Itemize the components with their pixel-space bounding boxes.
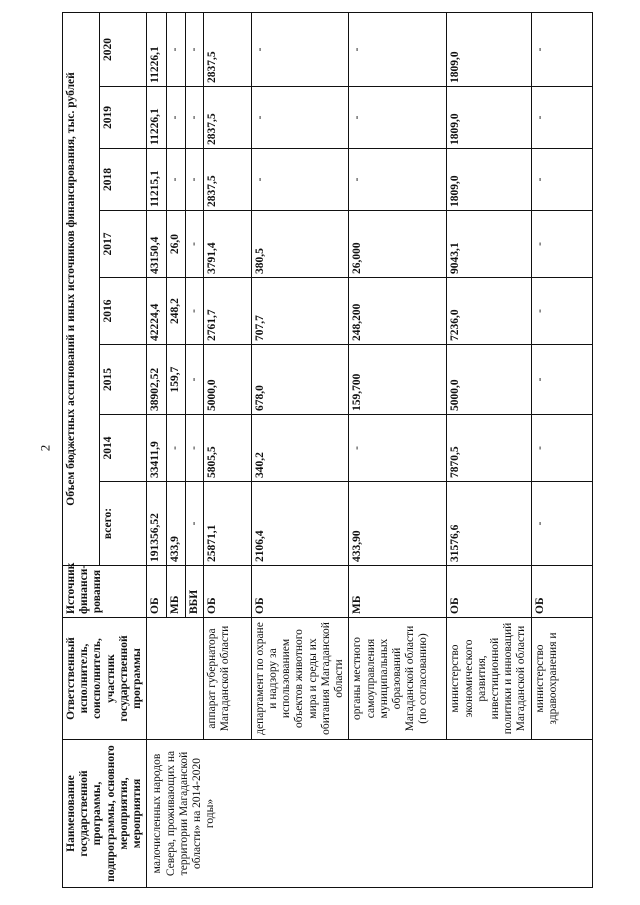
executor-cell: департамент по охране и надзору за использованием объектов животного мира и среды их обитания Магаданской области bbox=[251, 618, 349, 740]
header-program-name: Наименование государственной программы, подпрограммы, основного мероприятия, мероприятия bbox=[63, 740, 147, 888]
header-year: 2018 bbox=[100, 149, 147, 211]
value-cell: - bbox=[531, 12, 592, 86]
executor-cell: министерство здравоохранения и bbox=[531, 618, 592, 740]
value-cell: - bbox=[531, 87, 592, 149]
value-cell: - bbox=[185, 415, 203, 482]
value-cell: - bbox=[185, 345, 203, 415]
header-year: 2014 bbox=[100, 415, 147, 482]
value-cell: - bbox=[251, 12, 349, 86]
header-year: 2020 bbox=[100, 12, 147, 86]
value-cell: 33411,9 bbox=[147, 415, 167, 482]
source-cell: ОБ bbox=[203, 566, 251, 618]
value-cell: 1809,0 bbox=[447, 149, 531, 211]
value-cell: - bbox=[349, 149, 447, 211]
table-row bbox=[147, 12, 167, 887]
value-cell: 11215,1 bbox=[147, 149, 167, 211]
source-cell: ОБ bbox=[147, 566, 167, 618]
total-cell: 191356,52 bbox=[147, 482, 167, 566]
value-cell: 2837,5 bbox=[203, 149, 251, 211]
value-cell: 9043,1 bbox=[447, 211, 531, 278]
header-year: 2017 bbox=[100, 211, 147, 278]
value-cell: - bbox=[349, 87, 447, 149]
value-cell: - bbox=[185, 149, 203, 211]
value-cell: - bbox=[167, 87, 185, 149]
value-cell: - bbox=[251, 149, 349, 211]
value-cell: - bbox=[349, 12, 447, 86]
executor-cell: органы местного самоуправления муниципальных образований Магаданской области (по согласованию) bbox=[349, 618, 447, 740]
value-cell: - bbox=[185, 12, 203, 86]
value-cell: 678,0 bbox=[251, 345, 349, 415]
value-cell: 1809,0 bbox=[447, 87, 531, 149]
total-cell: 2106,4 bbox=[251, 482, 349, 566]
value-cell: 2761,7 bbox=[203, 278, 251, 345]
source-cell: ВБИ bbox=[185, 566, 203, 618]
executor-empty-cell bbox=[147, 618, 203, 740]
value-cell: 11226,1 bbox=[147, 87, 167, 149]
value-cell: - bbox=[531, 345, 592, 415]
value-cell: - bbox=[531, 415, 592, 482]
value-cell: - bbox=[531, 211, 592, 278]
total-cell: 31576,6 bbox=[447, 482, 531, 566]
source-cell: МБ bbox=[349, 566, 447, 618]
value-cell: 43150,4 bbox=[147, 211, 167, 278]
value-cell: 5805,5 bbox=[203, 415, 251, 482]
value-cell: 7236,0 bbox=[447, 278, 531, 345]
source-cell: ОБ bbox=[531, 566, 592, 618]
header-total: всего: bbox=[100, 482, 147, 566]
value-cell: 159,7 bbox=[167, 345, 185, 415]
executor-cell: аппарат губернатора Магаданской области bbox=[203, 618, 251, 740]
total-cell: 433,9 bbox=[167, 482, 185, 566]
header-year: 2016 bbox=[100, 278, 147, 345]
rotated-table-container bbox=[62, 13, 565, 888]
value-cell: 5000,0 bbox=[447, 345, 531, 415]
value-cell: 2837,5 bbox=[203, 12, 251, 86]
value-cell: - bbox=[167, 415, 185, 482]
value-cell: 7870,5 bbox=[447, 415, 531, 482]
header-executor: Ответственный исполнитель, соисполнитель, участник государственной программы bbox=[63, 618, 147, 740]
value-cell: 248,200 bbox=[349, 278, 447, 345]
source-cell: ОБ bbox=[447, 566, 531, 618]
total-cell: - bbox=[185, 482, 203, 566]
source-cell: ОБ bbox=[251, 566, 349, 618]
program-name-cell: малочисленных народов Севера, проживающих на территории Магаданской области» на 2014-2020 годы» bbox=[147, 740, 592, 888]
value-cell: - bbox=[167, 149, 185, 211]
value-cell: - bbox=[251, 87, 349, 149]
value-cell: 5000,0 bbox=[203, 345, 251, 415]
value-cell: 42224,4 bbox=[147, 278, 167, 345]
value-cell: 38902,52 bbox=[147, 345, 167, 415]
value-cell: - bbox=[349, 415, 447, 482]
value-cell: - bbox=[531, 149, 592, 211]
value-cell: - bbox=[185, 87, 203, 149]
total-cell: 433,90 bbox=[349, 482, 447, 566]
value-cell: 1809,0 bbox=[447, 12, 531, 86]
value-cell: 340,2 bbox=[251, 415, 349, 482]
value-cell: 248,2 bbox=[167, 278, 185, 345]
header-year: 2019 bbox=[100, 87, 147, 149]
source-cell: МБ bbox=[167, 566, 185, 618]
header-source: Источник финанси-рования bbox=[63, 566, 147, 618]
page-number: 2 bbox=[37, 444, 53, 452]
value-cell: 380,5 bbox=[251, 211, 349, 278]
value-cell: 159,700 bbox=[349, 345, 447, 415]
header-year: 2015 bbox=[100, 345, 147, 415]
value-cell: 26,000 bbox=[349, 211, 447, 278]
header-funding: Объем бюджетных ассигнований и иных источников финансирования, тыс. рублей bbox=[63, 12, 100, 565]
value-cell: 3791,4 bbox=[203, 211, 251, 278]
total-cell: 25871,1 bbox=[203, 482, 251, 566]
value-cell: 26,0 bbox=[167, 211, 185, 278]
value-cell: 707,7 bbox=[251, 278, 349, 345]
value-cell: - bbox=[167, 12, 185, 86]
value-cell: - bbox=[185, 278, 203, 345]
executor-cell: министерство экономического развития, инвестиционной политики и инноваций Магаданской области bbox=[447, 618, 531, 740]
value-cell: - bbox=[185, 211, 203, 278]
total-cell: - bbox=[531, 482, 592, 566]
value-cell: 2837,5 bbox=[203, 87, 251, 149]
value-cell: 11226,1 bbox=[147, 12, 167, 86]
funding-table bbox=[62, 12, 593, 888]
value-cell: - bbox=[531, 278, 592, 345]
